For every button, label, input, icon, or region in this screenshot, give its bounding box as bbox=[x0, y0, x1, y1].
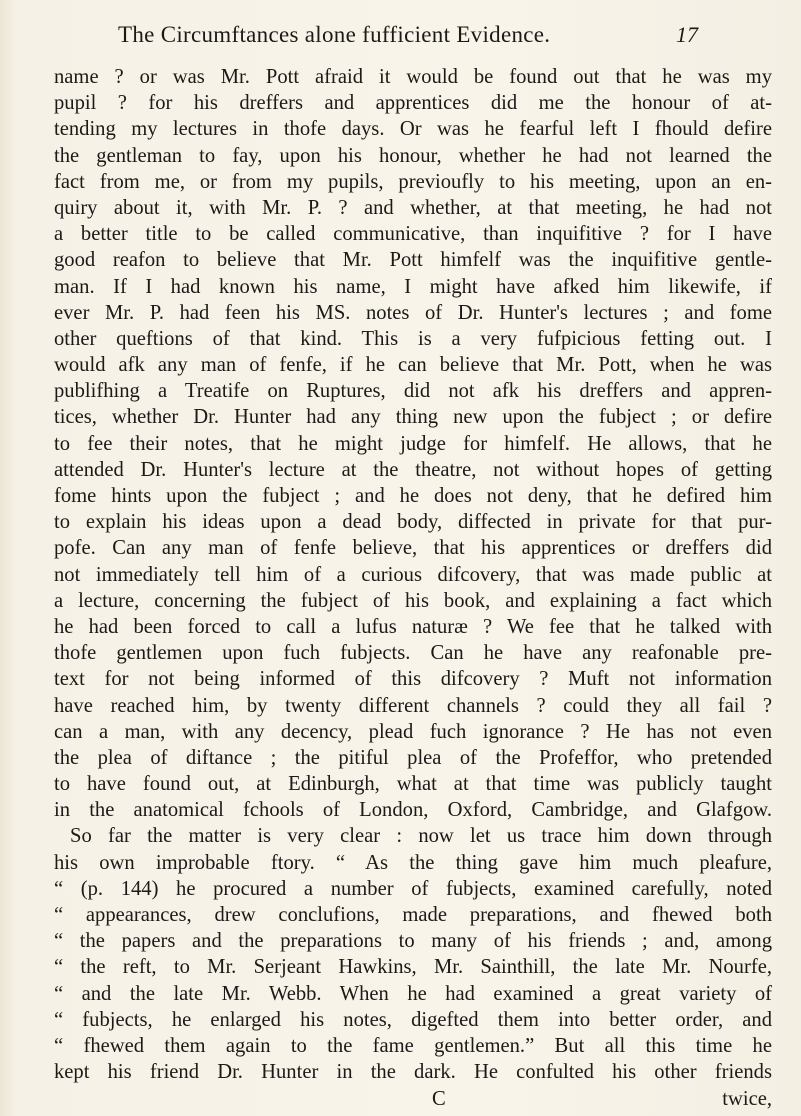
text-line: a better title to be called communicative, than inquifitive ? for I have bbox=[54, 223, 772, 246]
text-line: quiry about it, with Mr. P. ? and whether, at that meeting, he had not bbox=[54, 196, 772, 219]
quoted-line: “ appearances, drew conclufions, made preparations, and fhewed both bbox=[54, 904, 772, 926]
paragraph-start-line: So far the matter is very clear : now let us trace him down through bbox=[70, 825, 772, 848]
text-line: the plea of diftance ; the pitiful plea of the Profeffor, who pretended bbox=[54, 746, 772, 769]
text-line: man. If I had known his name, I might have afked him likewife, if bbox=[54, 275, 772, 298]
text-line: fome hints upon the fubject ; and he does not deny, that he defired him bbox=[54, 485, 772, 507]
body-text bbox=[54, 64, 772, 1085]
text-line: text for not being informed of this difcovery ? Muft not information bbox=[54, 668, 772, 691]
text-line: to explain his ideas upon a dead body, diffected in private for that pur- bbox=[54, 511, 772, 534]
text-line: he had been forced to call a lufus naturæ ? We fee that he talked with bbox=[54, 615, 772, 638]
text-line: thofe gentlemen upon fuch fubjects. Can he have any reafonable pre- bbox=[54, 642, 772, 665]
text-line: not immediately tell him of a curious difcovery, that was made public at bbox=[54, 563, 772, 586]
text-line: other queftions of that kind. This is a very fufpicious fetting out. I bbox=[54, 327, 772, 350]
text-line: kept his friend Dr. Hunter in the dark. He confulted his other friends bbox=[54, 1061, 772, 1084]
text-line: ever Mr. P. had feen his MS. notes of Dr. Hunter's lectures ; and fome bbox=[54, 301, 772, 324]
text-line: the gentleman to fay, upon his honour, whether he had not learned the bbox=[54, 144, 772, 167]
text-line: attended Dr. Hunter's lecture at the theatre, not without hopes of getting bbox=[54, 458, 772, 481]
quoted-line: “ the reft, to Mr. Serjeant Hawkins, Mr. Sainthill, the late Mr. Nourfe, bbox=[54, 956, 772, 979]
catchword: twice, bbox=[722, 1088, 772, 1110]
text-line: good reafon to believe that Mr. Pott himfelf was the inquifitive gentle- bbox=[54, 249, 772, 272]
page-header bbox=[118, 22, 698, 52]
text-line: can a man, with any decency, plead fuch ignorance ? He has not even bbox=[54, 720, 772, 743]
text-line: tices, whether Dr. Hunter had any thing new upon the fubject ; or defire bbox=[54, 406, 772, 429]
quoted-line: “ fhewed them again to the fame gentlemen.” But all this time he bbox=[54, 1034, 772, 1057]
page-footer bbox=[54, 1088, 772, 1114]
quoted-line: “ the papers and the preparations to many of his friends ; and, among bbox=[54, 930, 772, 953]
quoted-line: “ fubjects, he enlarged his notes, digefted them into better order, and bbox=[54, 1008, 772, 1031]
text-line: fact from me, or from my pupils, previoufly to his meeting, upon an en- bbox=[54, 170, 772, 193]
text-line: to fee their notes, that he might judge for himfelf. He allows, that he bbox=[54, 432, 772, 455]
text-line: tending my lectures in thofe days. Or was he fearful left I fhould defire bbox=[54, 118, 772, 141]
text-line: in the anatomical fchools of London, Oxford, Cambridge, and Glafgow. bbox=[54, 799, 772, 822]
text-line: pofe. Can any man of fenfe believe, that his apprentices or dreffers did bbox=[54, 537, 772, 560]
text-line: to have found out, at Edinburgh, what at that time was publicly taught bbox=[54, 773, 772, 796]
signature-mark: C bbox=[432, 1088, 446, 1110]
text-line: have reached him, by twenty different channels ? could they all fail ? bbox=[54, 694, 772, 717]
text-line: a lecture, concerning the fubject of his book, and explaining a fact which bbox=[54, 589, 772, 612]
text-line: would afk any man of fenfe, if he can believe that Mr. Pott, when he was bbox=[54, 354, 772, 377]
text-line: name ? or was Mr. Pott afraid it would be found out that he was my bbox=[54, 66, 772, 88]
page-number: 17 bbox=[676, 22, 698, 47]
text-line: his own improbable ftory. “ As the thing gave him much pleafure, bbox=[54, 851, 772, 874]
running-title: The Circumftances alone fufficient Evidence. bbox=[118, 22, 551, 47]
quoted-line: “ and the late Mr. Webb. When he had examined a great variety of bbox=[54, 982, 772, 1005]
quoted-line: “ (p. 144) he procured a number of fubjects, examined carefully, noted bbox=[54, 877, 772, 900]
text-line: publifhing a Treatife on Ruptures, did not afk his dreffers and appren- bbox=[54, 380, 772, 403]
text-line: pupil ? for his dreffers and apprentices did me the honour of at- bbox=[54, 92, 772, 115]
